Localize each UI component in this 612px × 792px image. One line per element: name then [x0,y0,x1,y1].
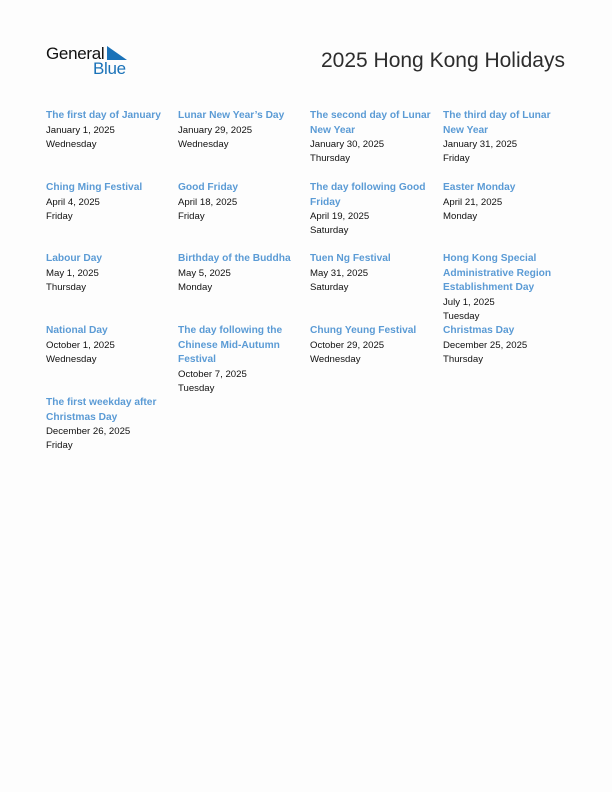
holiday-weekday: Monday [443,210,478,222]
holiday-name: Tuen Ng Festival [310,253,391,264]
holiday-date: October 7, 2025 [178,368,247,380]
holiday-date: May 5, 2025 [178,267,231,279]
holiday-name: Ching Ming Festival [46,182,143,193]
holiday-name: Lunar New Year’s Day [178,110,285,121]
holiday-name: National Day [46,325,108,336]
holiday-weekday: Monday [178,281,213,293]
holiday-weekday: Friday [443,153,470,165]
logo-text-general: General [46,44,105,63]
holiday-weekday: Tuesday [178,382,215,394]
holiday-weekday: Wednesday [46,138,97,150]
holiday-entry [443,252,569,324]
holiday-entry [310,109,436,166]
logo [46,45,136,79]
holiday-entry [178,324,304,396]
holiday-date: December 26, 2025 [46,426,131,438]
holiday-entry [46,324,172,367]
holiday-entry [178,181,304,224]
holiday-entry [443,109,569,166]
holiday-date: April 18, 2025 [178,196,238,208]
holiday-weekday: Thursday [443,353,483,365]
holiday-entry [178,109,304,152]
holiday-weekday: Friday [46,440,73,452]
holiday-name: Christmas Day [443,325,515,336]
logo-text-blue: Blue [93,59,126,78]
holiday-entry [310,181,436,238]
holiday-weekday: Wednesday [310,353,361,365]
holiday-entry [46,252,172,295]
holiday-name: The first weekday after Christmas Day [46,397,157,423]
holiday-weekday: Tuesday [443,310,480,322]
holiday-name: The second day of Lunar New Year [310,110,431,136]
holiday-entry [178,252,304,295]
holiday-entry [443,324,569,367]
holiday-entry [46,181,172,224]
holiday-weekday: Friday [46,210,73,222]
holiday-weekday: Friday [178,210,205,222]
holiday-name: The day following the Chinese Mid-Autumn Festival [178,325,283,366]
holiday-date: October 29, 2025 [310,339,385,351]
holiday-date: October 1, 2025 [46,339,115,351]
holiday-weekday: Thursday [46,281,86,293]
holiday-name: The first day of January [46,110,161,121]
page-title: 2025 Hong Kong Holidays [320,49,565,72]
holiday-date: April 4, 2025 [46,196,100,208]
holiday-date: January 30, 2025 [310,139,385,151]
holiday-entry [310,252,436,295]
holiday-name: Easter Monday [443,182,516,193]
holiday-entry [46,396,172,453]
holiday-name: Birthday of the Buddha [178,253,291,264]
holiday-name: Labour Day [46,253,103,264]
holiday-date: April 21, 2025 [443,196,503,208]
holiday-weekday: Wednesday [178,138,229,150]
holiday-name: Chung Yeung Festival [310,325,417,336]
holiday-date: January 31, 2025 [443,139,518,151]
holiday-weekday: Wednesday [46,353,97,365]
holiday-weekday: Thursday [310,153,350,165]
holiday-weekday: Saturday [310,225,349,237]
holiday-entry [310,324,436,367]
holiday-date: April 19, 2025 [310,211,370,223]
holiday-name: The day following Good Friday [310,182,426,208]
holiday-date: January 29, 2025 [178,124,253,136]
holiday-date: December 25, 2025 [443,339,528,351]
holiday-weekday: Saturday [310,281,349,293]
holiday-name: Good Friday [178,182,238,193]
holiday-date: July 1, 2025 [443,296,495,308]
holiday-entry [443,181,569,224]
holiday-date: January 1, 2025 [46,124,115,136]
holiday-date: May 1, 2025 [46,267,99,279]
holiday-entry [46,109,172,152]
holiday-name: The third day of Lunar New Year [443,110,551,136]
holiday-date: May 31, 2025 [310,267,369,279]
holiday-name: Hong Kong Special Administrative Region Establishment Day [443,253,552,294]
